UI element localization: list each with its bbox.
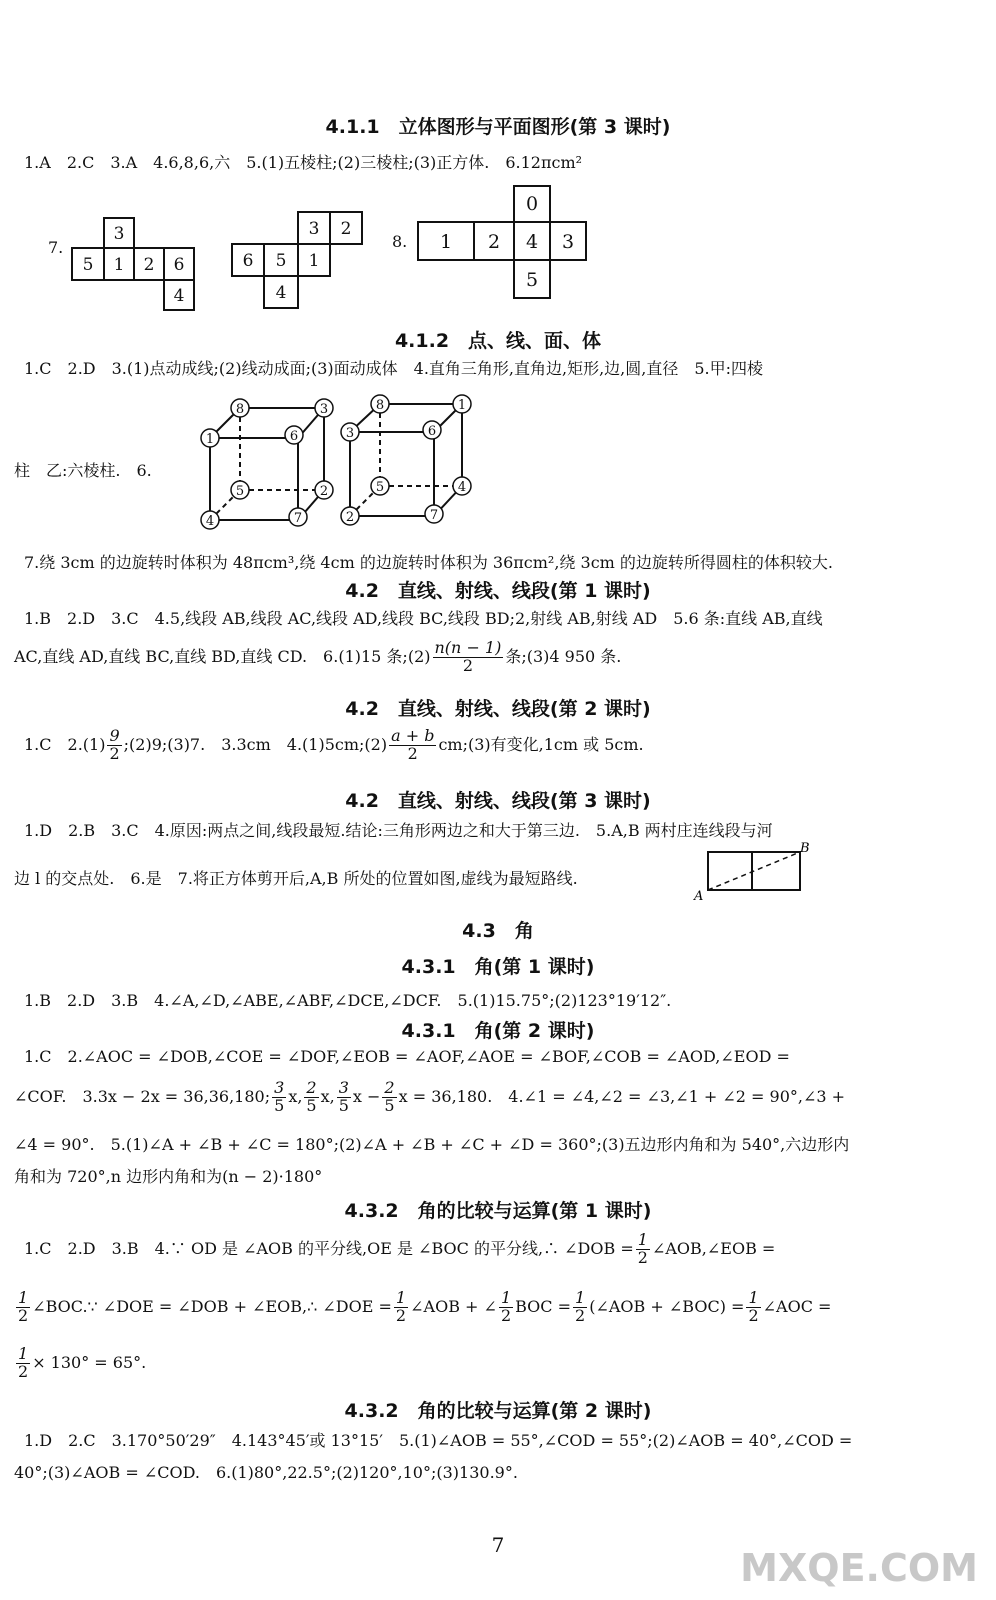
svg-text:2: 2 xyxy=(345,510,355,525)
answer-line: 1.C 2.(1) $\frac{9}{2}$ ;(2)9;(3)7. 3.3cm 4.(1)5cm;(2) $\frac{a + b}{2}$ cm;(3)有变化,1cm 或 5cm. xyxy=(24,726,644,763)
net-cell-label: 3 xyxy=(113,224,125,244)
answer-line: ∠4 = 90°. 5.(1)∠A + ∠B + ∠C = 180°;(2)∠A + ∠B + ∠C + ∠D = 360°;(3)五边形内角和为 540°,六边形内 xyxy=(14,1135,850,1154)
svg-text:7: 7 xyxy=(293,511,303,526)
net-cell-label: 2 xyxy=(487,231,501,253)
section-title: 4.2 直线、射线、线段(第 2 课时) xyxy=(345,698,651,720)
net-cell-label: 3 xyxy=(308,219,320,239)
fraction: $\frac{3}{5}$ xyxy=(338,1078,349,1115)
net-cell-label: 5 xyxy=(275,251,287,271)
svg-text:1: 1 xyxy=(457,398,467,413)
svg-text:7: 7 xyxy=(429,508,439,523)
answer-line: AC,直线 AD,直线 BC,直线 BD,直线 CD. 6.(1)15 条;(2) $\frac{n(n - 1)}{2}$ 条;(3)4 950 条. xyxy=(14,638,622,675)
point-label: B xyxy=(800,842,810,856)
fraction: $\frac{n(n - 1)}{2}$ xyxy=(434,638,502,675)
net-cell-label: 4 xyxy=(173,286,185,306)
fraction: $\frac{1}{2}$ xyxy=(500,1288,512,1325)
net-cell-label: 1 xyxy=(113,255,125,275)
net-cell-label: 1 xyxy=(308,251,320,271)
fraction: $\frac{2}{5}$ xyxy=(384,1078,395,1115)
section-title: 4.2 直线、射线、线段(第 1 课时) xyxy=(345,580,651,602)
net-cell-label: 5 xyxy=(525,269,539,291)
answer-line: 1.B 2.D 3.B 4.∠A,∠D,∠ABE,∠ABF,∠DCE,∠DCF. 5.(1)15.75°;(2)123°19′12″. xyxy=(24,991,672,1010)
net-cell-label: 0 xyxy=(525,193,539,215)
section-title: 4.1.2 点、线、面、体 xyxy=(394,330,602,352)
section-title: 4.2 直线、射线、线段(第 3 课时) xyxy=(345,790,651,812)
svg-text:2: 2 xyxy=(319,484,329,499)
answer-line: 1.A 2.C 3.A 4.6,8,6,六 5.(1)五棱柱;(2)三棱柱;(3)正方体. 6.12πcm² xyxy=(24,153,583,172)
fraction: $\frac{1}{2}$ xyxy=(18,1344,29,1381)
net-cell-label: 4 xyxy=(525,231,539,253)
svg-text:3: 3 xyxy=(319,402,329,417)
svg-text:4: 4 xyxy=(457,480,467,495)
answer-line: 1.C 2.D 3.B 4.∵ OD 是 ∠AOB 的平分线,OE 是 ∠BOC 的平分线,∴ ∠DOB = $\frac{1}{2}$ ∠AOB,∠EOB = xyxy=(24,1230,776,1267)
net-cell-label: 4 xyxy=(275,283,287,303)
site-watermark: MXQE.COM xyxy=(740,1546,978,1590)
answer-line: 1.C 2.∠AOC = ∠DOB,∠COE = ∠DOF,∠EOB = ∠AOF,∠AOE = ∠BOF,∠COB = ∠AOD,∠EOD = xyxy=(24,1047,790,1066)
svg-text:5: 5 xyxy=(235,484,245,499)
svg-text:4: 4 xyxy=(205,514,215,529)
svg-text:1: 1 xyxy=(205,432,215,447)
fraction: $\frac{1}{2}$ xyxy=(575,1288,586,1325)
net-cell-label: 3 xyxy=(561,231,575,253)
section-title: 4.1.1 立体图形与平面图形(第 3 课时) xyxy=(325,116,671,138)
question-number: 7. xyxy=(48,238,64,257)
fraction: $\frac{1}{2}$ xyxy=(18,1288,29,1325)
fraction: $\frac{1}{2}$ xyxy=(395,1288,407,1325)
answer-line: 7.绕 3cm 的边旋转时体积为 48πcm³,绕 4cm 的边旋转时体积为 36πcm²,绕 3cm 的边旋转所得圆柱的体积较大. xyxy=(24,553,833,572)
answer-line: 1.B 2.D 3.C 4.5,线段 AB,线段 AC,线段 AD,线段 BC,线段 BD;2,射线 AB,射线 AD 5.6 条:直线 AB,直线 xyxy=(24,609,823,628)
svg-text:6: 6 xyxy=(427,424,437,439)
net-cell-label: 6 xyxy=(242,251,254,271)
svg-text:8: 8 xyxy=(235,402,245,417)
section-title: 4.3.1 角(第 1 课时) xyxy=(401,956,595,978)
section-title: 4.3.2 角的比较与运算(第 2 课时) xyxy=(344,1400,652,1422)
point-label: A xyxy=(694,889,704,904)
answer-line: 柱 乙:六棱柱. 6. xyxy=(14,461,152,480)
fraction: $\frac{1}{2}$ xyxy=(748,1288,759,1325)
net-cell-label: 2 xyxy=(143,255,155,275)
shortest-path-figure xyxy=(690,842,810,904)
net-cell-label: 1 xyxy=(439,231,453,253)
fraction: $\frac{2}{5}$ xyxy=(306,1078,317,1115)
net-cell-label: 5 xyxy=(82,255,94,275)
answer-line: 1.D 2.C 3.170°50′29″ 4.143°45′或 13°15′ 5.(1)∠AOB = 55°,∠COD = 55°;(2)∠AOB = 40°,∠COD = xyxy=(24,1431,853,1450)
fraction: $\frac{a + b}{2}$ xyxy=(391,726,435,763)
answer-line: 边 l 的交点处. 6.是 7.将正方体剪开后,A,B 所处的位置如图,虚线为最短路线. xyxy=(14,869,578,888)
fraction: $\frac{9}{2}$ xyxy=(109,726,120,763)
answer-line: $\frac{1}{2}$ × 130° = 65°. xyxy=(18,1344,147,1381)
svg-text:8: 8 xyxy=(375,398,385,413)
fraction: $\frac{1}{2}$ xyxy=(637,1230,648,1267)
net-cell-label: 2 xyxy=(340,219,352,239)
answer-line: 1.C 2.D 3.(1)点动成线;(2)线动成面;(3)面动成体 4.直角三角形,直角边,矩形,边,圆,直径 5.甲:四棱 xyxy=(24,359,763,378)
answer-line: ∠COF. 3.3x − 2x = 36,36,180; $\frac{3}{5}$ x, $\frac{2}{5}$ x, $\frac{3}{5}$ x − $\frac{2}{5}$ x = 36,180. 4.∠1 = ∠4,∠2 = ∠3,∠1 + ∠2 = 90°,∠3 + xyxy=(14,1078,846,1115)
net-cell-label: 6 xyxy=(173,255,185,275)
answer-line: 1.D 2.B 3.C 4.原因:两点之间,线段最短.结论:三角形两边之和大于第三边. 5.A,B 两村庄连线段与河 xyxy=(24,821,773,840)
svg-text:6: 6 xyxy=(289,429,299,444)
answer-line: 40°;(3)∠AOB = ∠COD. 6.(1)80°,22.5°;(2)120°,10°;(3)130.9°. xyxy=(14,1463,518,1482)
answer-line: $\frac{1}{2}$ ∠BOC.∵ ∠DOE = ∠DOB + ∠EOB,∴ ∠DOE = $\frac{1}{2}$ ∠AOB + ∠ $\frac{1}{2}$ BOC = $\frac{1}{2}$ (∠AOB + ∠BOC) = $\frac{1}{2}$ ∠AOC = xyxy=(18,1288,832,1325)
question-number: 8. xyxy=(392,232,408,251)
section-title: 4.3.1 角(第 2 课时) xyxy=(401,1020,595,1042)
section-title: 4.3.2 角的比较与运算(第 1 课时) xyxy=(344,1200,652,1222)
fraction: $\frac{3}{5}$ xyxy=(274,1078,285,1115)
svg-text:5: 5 xyxy=(375,480,385,495)
answer-line: 角和为 720°,n 边形内角和为(n − 2)·180° xyxy=(14,1167,323,1186)
page-number: 7 xyxy=(491,1533,505,1557)
section-title: 4.3 角 xyxy=(462,920,534,942)
svg-text:3: 3 xyxy=(345,426,355,441)
